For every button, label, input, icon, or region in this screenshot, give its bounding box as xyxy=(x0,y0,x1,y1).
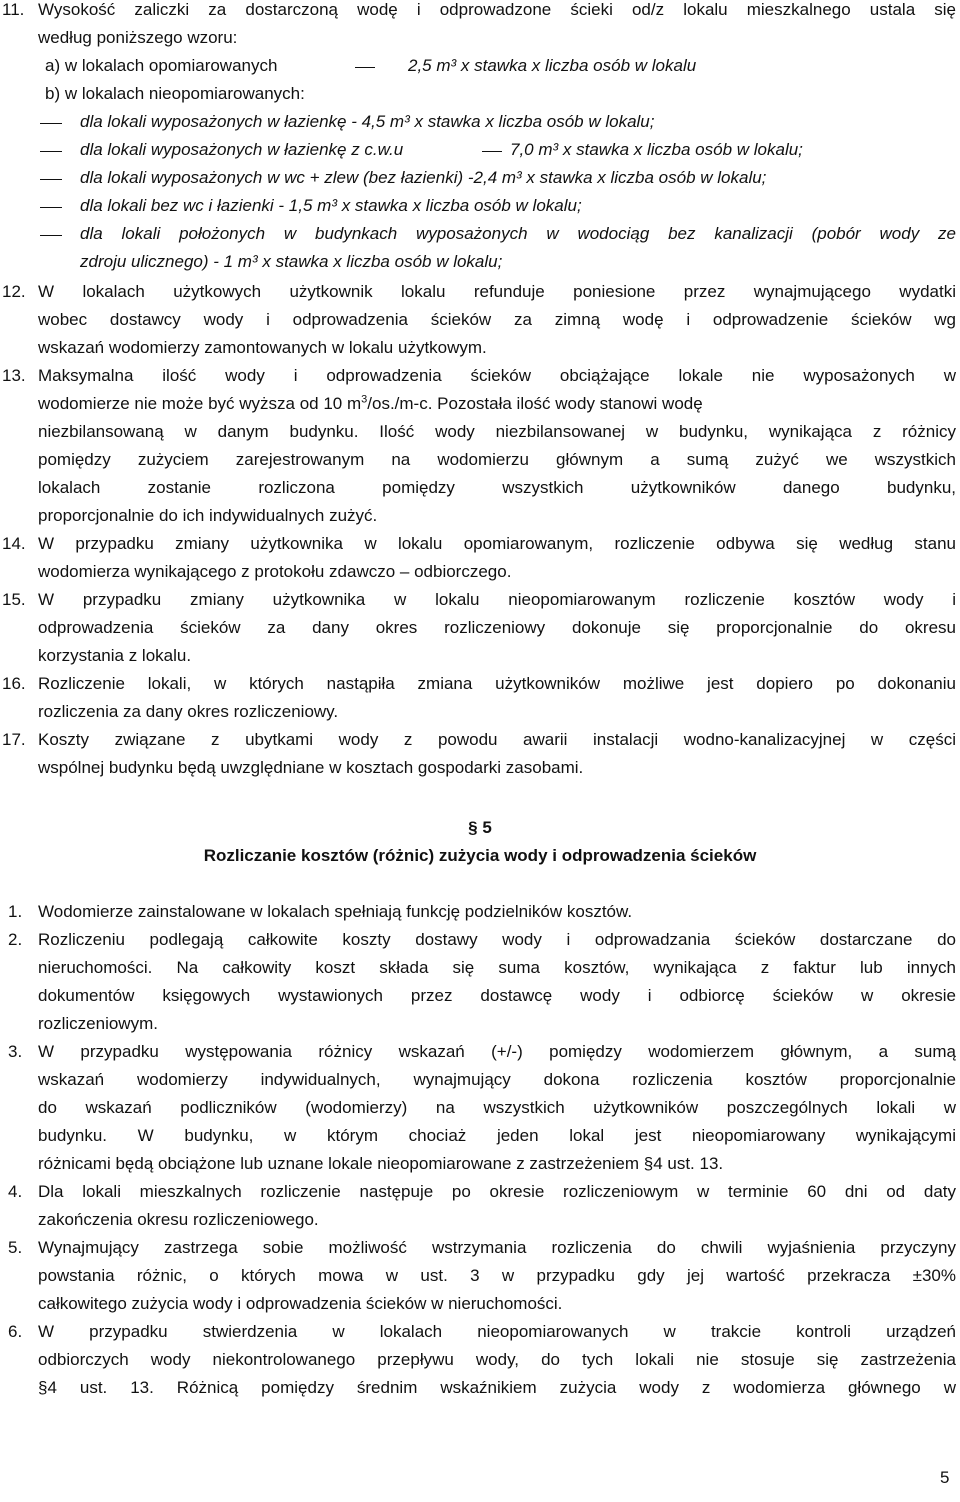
paragraph-text: /os./m-c. Pozostała ilość wody stanowi wodę xyxy=(367,394,703,413)
item-number: 1. xyxy=(8,902,23,921)
paragraph-line: Maksymalna ilość wody i odprowadzenia ścieków obciążające lokale nie wyposażonych w xyxy=(38,366,956,385)
paragraph-line: §4 ust. 13. Różnicą pomiędzy średnim wskaźnikiem zużycia wody z wodomierza głównego w xyxy=(38,1378,956,1397)
dash-icon xyxy=(355,67,375,68)
paragraph-line: wskazań wodomierzy zamontowanych w lokalu użytkowym. xyxy=(38,338,487,357)
paragraph-line: Dla lokali mieszkalnych rozliczenie następuje po okresie rozliczeniowym w terminie 60 dni od daty xyxy=(38,1182,956,1201)
paragraph-line: Rozliczeniu podlegają całkowite koszty dostawy wody i odprowadzania ścieków dostarczane do xyxy=(38,930,956,949)
paragraph-line: niezbilansowaną w danym budynku. Ilość wody niezbilansowanej w budynku, wynikająca z różnicy xyxy=(38,422,956,441)
item-number: 14. xyxy=(2,534,26,553)
paragraph-line: korzystania z lokalu. xyxy=(38,646,192,665)
dash-icon xyxy=(40,235,62,236)
item-number: 12. xyxy=(2,282,26,301)
paragraph-line: zakończenia okresu rozliczeniowego. xyxy=(38,1210,319,1229)
paragraph-line: wspólnej budynku będą uwzględniane w kosztach gospodarki zasobami. xyxy=(38,758,584,777)
paragraph-line: dokumentów księgowych wystawionych przez dostawcę wody i odbiorcę ścieków w okresie xyxy=(38,986,956,1005)
page-number: 5 xyxy=(940,1468,950,1487)
formula-text: dla lokali bez wc i łazienki - 1,5 m³ x stawka x liczba osób w lokalu; xyxy=(80,196,582,215)
paragraph-line: różnicami będą obciążone lub uznane lokale nieopomiarowane z zastrzeżeniem §4 ust. 13. xyxy=(38,1154,724,1173)
item-number: 2. xyxy=(8,930,23,949)
paragraph-line: według poniższego wzoru: xyxy=(38,28,238,47)
paragraph-line: powstania różnic, o których mowa w ust. 3 w przypadku gdy jej wartość przekracza ±30% xyxy=(38,1266,956,1285)
dash-icon xyxy=(40,151,62,152)
paragraph-line: Wynajmujący zastrzega sobie możliwość wstrzymania rozliczenia do chwili wyjaśnienia przyczyny xyxy=(38,1238,956,1257)
item-number: 6. xyxy=(8,1322,23,1341)
paragraph-line: odprowadzenia ścieków za dany okres rozliczeniowy dokonuje się proporcjonalnie do okresu xyxy=(38,618,956,637)
list-item-label: a) w lokalach opomiarowanych xyxy=(45,56,278,75)
list-item-label: b) w lokalach nieopomiarowanych: xyxy=(45,84,305,103)
paragraph-line: W przypadku zmiany użytkownika w lokalu opomiarowanym, rozliczenie odbywa się według stanu xyxy=(38,534,956,553)
paragraph-line: do wskazań podliczników (wodomierzy) na wszystkich użytkowników poszczególnych lokali w xyxy=(38,1098,956,1117)
formula-text: dla lokali położonych w budynkach wyposażonych w wodociąg bez kanalizacji (pobór wody ze xyxy=(80,224,956,243)
item-number: 11. xyxy=(2,0,25,19)
paragraph-line: Rozliczenie lokali, w których nastąpiła zmiana użytkowników możliwe jest dopiero po dokonaniu xyxy=(38,674,956,693)
paragraph-line: rozliczenia za dany okres rozliczeniowy. xyxy=(38,702,339,721)
paragraph-line: całkowitego zużycia wody i odprowadzenia ścieków w nieruchomości. xyxy=(38,1294,563,1313)
paragraph-line: budynku. W budynku, w którym chociaż jeden lokal jest nieopomiarowany wynikającymi xyxy=(38,1126,956,1145)
paragraph-line: W przypadku występowania różnicy wskazań (+/-) pomiędzy wodomierzem głównym, a sumą xyxy=(38,1042,956,1061)
dash-icon xyxy=(40,179,62,180)
paragraph-line: pomiędzy zużyciem zarejestrowanym na wodomierzu głównym a sumą zużyć we wszystkich xyxy=(38,450,956,469)
formula-text: dla lokali wyposażonych w wc + zlew (bez łazienki) -2,4 m³ x stawka x liczba osób w lokalu; xyxy=(80,168,767,187)
item-number: 3. xyxy=(8,1042,23,1061)
paragraph-line: wskazań wodomierzy indywidualnych, wynajmujący dokona rozliczenia kosztów proporcjonalnie xyxy=(38,1070,956,1089)
formula-text: 7,0 m³ x stawka x liczba osób w lokalu; xyxy=(510,140,803,159)
paragraph-line: wodomierza wynikającego z protokołu zdawczo – odbiorczego. xyxy=(38,562,512,581)
item-number: 13. xyxy=(2,366,26,385)
paragraph-line: Wodomierze zainstalowane w lokalach spełniają funkcję podzielników kosztów. xyxy=(38,902,633,921)
paragraph-line: lokalach zostanie rozliczona pomiędzy wszystkich użytkowników danego budynku, xyxy=(38,478,956,497)
paragraph-line: nieruchomości. Na całkowity koszt składa się suma kosztów, wynikająca z faktur lub innych xyxy=(38,958,956,977)
formula-text: zdroju ulicznego) - 1 m³ x stawka x liczba osób w lokalu; xyxy=(80,252,503,271)
item-number: 17. xyxy=(2,730,26,749)
paragraph-line: W lokalach użytkowych użytkownik lokalu refunduje poniesione przez wynajmującego wydatki xyxy=(38,282,956,301)
section-number: § 5 xyxy=(468,818,492,837)
item-number: 5. xyxy=(8,1238,23,1257)
section-title: Rozliczanie kosztów (różnic) zużycia wody i odprowadzenia ścieków xyxy=(203,846,757,865)
dash-icon xyxy=(40,123,62,124)
paragraph-line: Koszty związane z ubytkami wody z powodu awarii instalacji wodno-kanalizacyjnej w części xyxy=(38,730,956,749)
formula-text: dla lokali wyposażonych w łazienkę - 4,5 m³ x stawka x liczba osób w lokalu; xyxy=(80,112,655,131)
paragraph-line: wobec dostawcy wody i odprowadzenia ścieków za zimną wodę i odprowadzenie ścieków wg xyxy=(38,310,956,329)
dash-icon xyxy=(40,207,62,208)
paragraph-line xyxy=(38,392,956,416)
volume-limit-text: wodomierze nie może być wyższa od 10 $m^3$ xyxy=(38,393,368,413)
item-number: 15. xyxy=(2,590,26,609)
paragraph-line: odbiorczych wody niekontrolowanego przepływu wody, do tych lokali nie stosuje się zastrzeżenia xyxy=(38,1350,956,1369)
paragraph-line: W przypadku zmiany użytkownika w lokalu nieopomiarowanym rozliczenie kosztów wody i xyxy=(38,590,956,609)
item-number: 4. xyxy=(8,1182,23,1201)
paragraph-line: proporcjonalnie do ich indywidualnych zużyć. xyxy=(38,506,378,525)
formula-text: dla lokali wyposażonych w łazienkę z c.w.u xyxy=(80,140,404,159)
paragraph-line: W przypadku stwierdzenia w lokalach nieopomiarowanych w trakcie kontroli urządzeń xyxy=(38,1322,956,1341)
dash-icon xyxy=(482,151,502,152)
paragraph-line: Wysokość zaliczki za dostarczoną wodę i odprowadzone ścieki od/z lokalu mieszkalnego ustala się xyxy=(38,0,956,19)
paragraph-line: rozliczeniowym. xyxy=(38,1014,158,1033)
item-number: 16. xyxy=(2,674,26,693)
formula-text: 2,5 m³ x stawka x liczba osób w lokalu xyxy=(408,56,697,75)
